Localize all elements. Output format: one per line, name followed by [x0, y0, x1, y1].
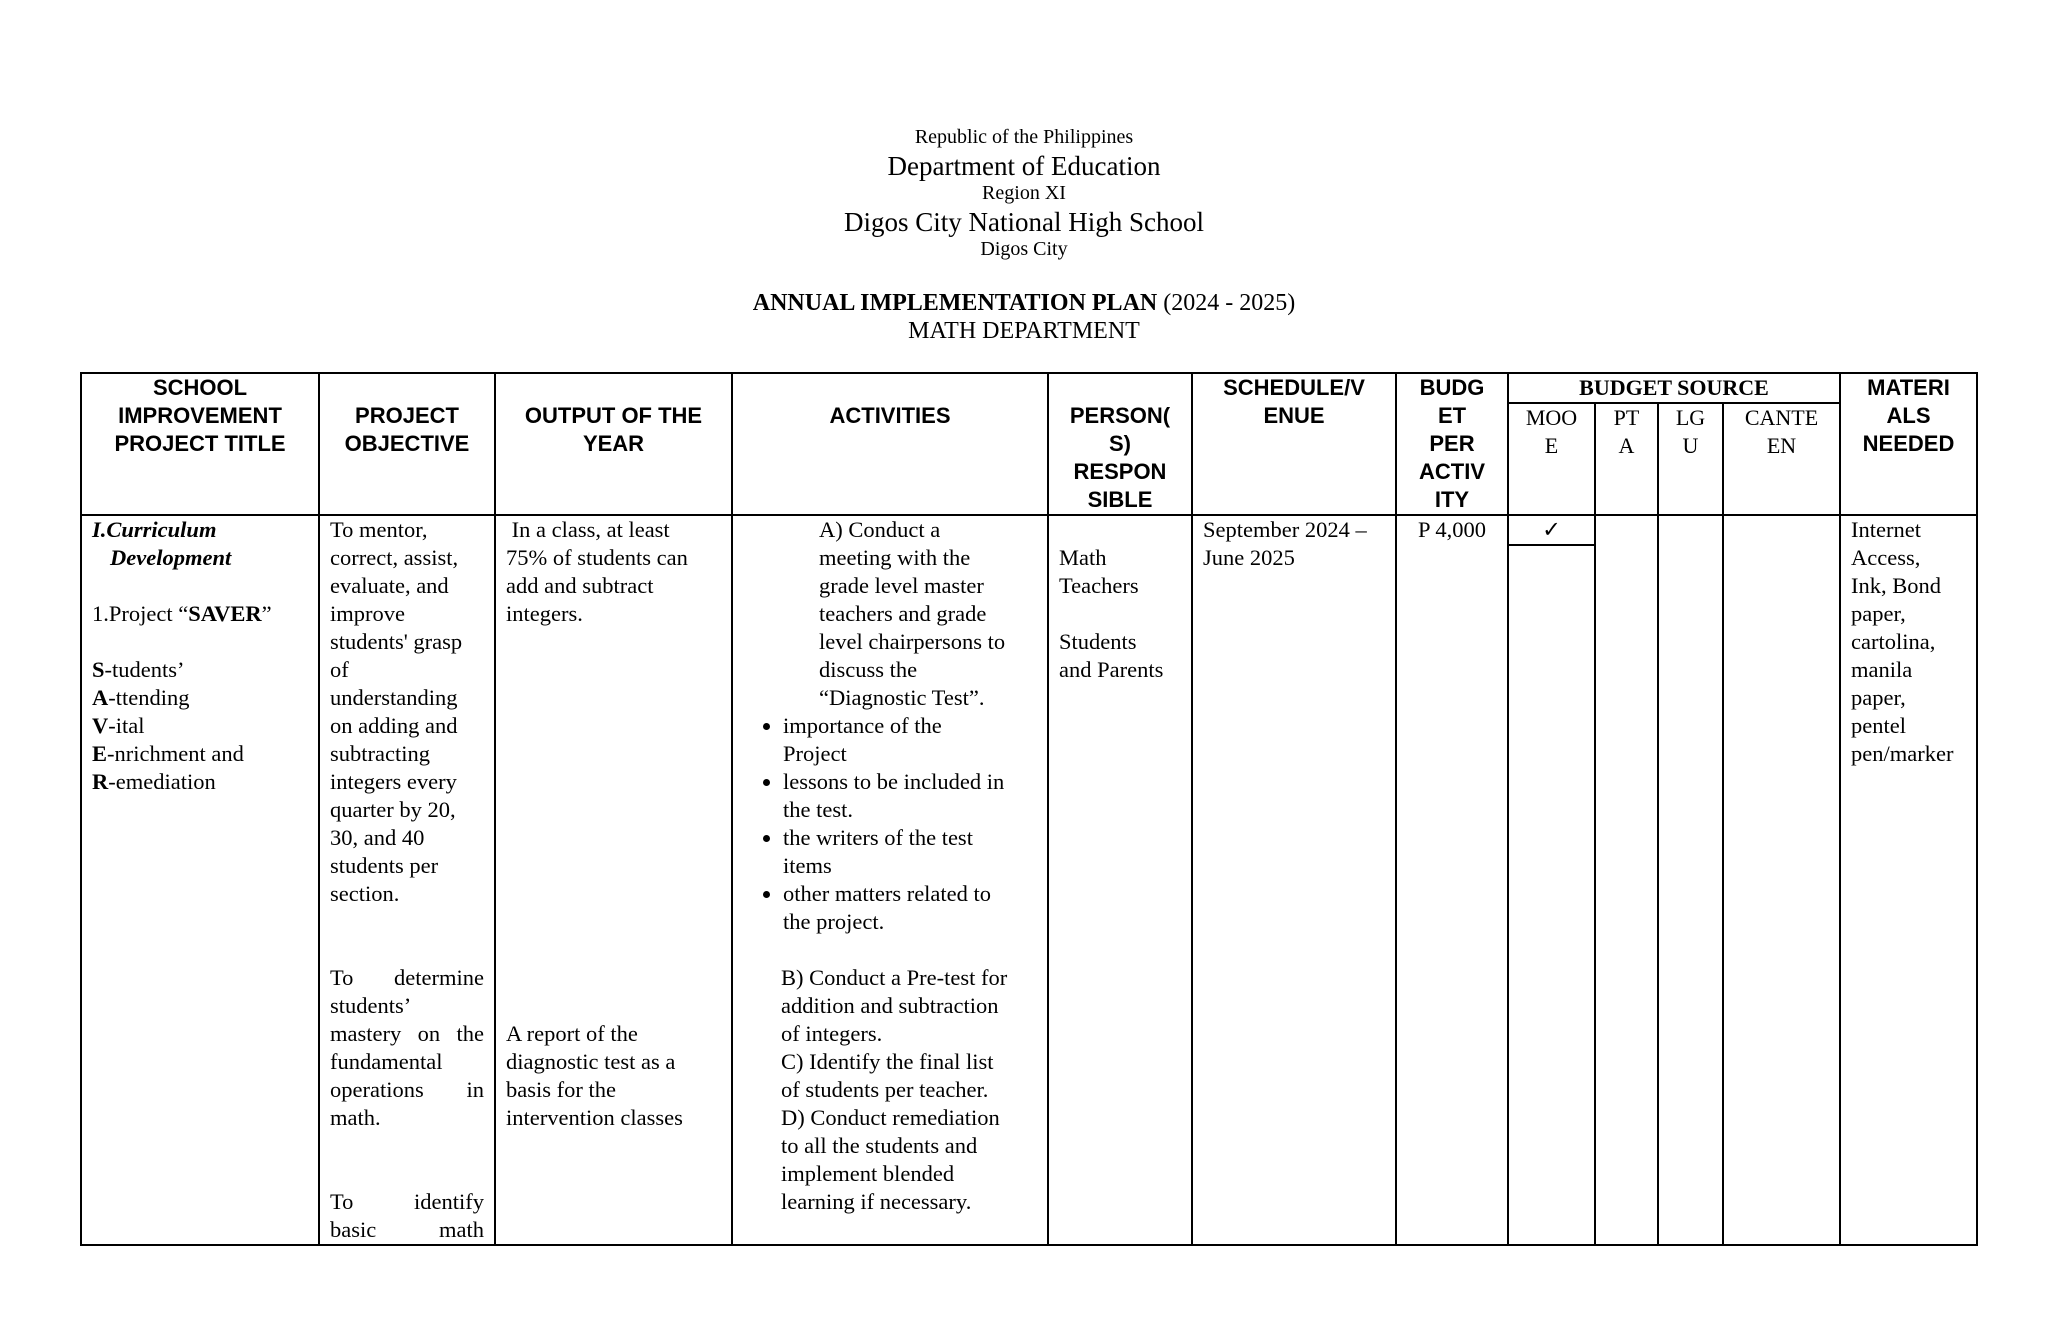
- list-item: • importance of the Project: [783, 712, 1041, 768]
- activity-b-d: B) Conduct a Pre-test for addition and subtraction of integers. C) Identify the final list of students per teacher. D) Conduct remediation to all the students and implement blended learning if necessary.: [781, 965, 1008, 1214]
- budget-cell: P 4,000: [1396, 515, 1508, 1245]
- check-icon: ✓: [1509, 516, 1594, 546]
- plan-title-bold: ANNUAL IMPLEMENTATION PLAN: [752, 290, 1158, 316]
- canteen-cell: [1723, 515, 1840, 1245]
- project-title-cell: [81, 515, 319, 1245]
- acronym-line: A-ttending: [92, 685, 190, 710]
- acronym-line: R-emediation: [92, 769, 216, 794]
- list-item: • other matters related to the project.: [783, 880, 1041, 936]
- header-republic: Republic of the Philippines: [914, 126, 1134, 148]
- list-item: • lessons to be included in the test.: [783, 768, 1041, 824]
- activities-cell: [732, 515, 1048, 1245]
- mooe-cell: [1508, 515, 1595, 1245]
- materials-cell: Internet Access, Ink, Bond paper, cartolina, manila paper, pentel pen/marker: [1840, 515, 1977, 1245]
- section-title: I.Curriculum: [92, 517, 217, 542]
- header-region: Region XI: [982, 182, 1066, 204]
- objective-cell: [319, 515, 495, 1245]
- header-budget-per-activity: BUDG ET PER ACTIV ITY: [1396, 373, 1508, 515]
- activity-a-bullets: [739, 712, 1041, 936]
- plan-years: (2024 - 2025): [1157, 290, 1296, 316]
- header-canteen: CANTE EN: [1723, 403, 1840, 515]
- acronym-line: E-nrichment and: [92, 741, 244, 766]
- acronym-line: S-tudents’: [92, 657, 185, 682]
- header-project-objective: PROJECT OBJECTIVE: [319, 373, 495, 515]
- header-department: Department of Education: [887, 151, 1161, 181]
- plan-title: [0, 290, 2048, 318]
- department-name: MATH DEPARTMENT: [908, 318, 1140, 344]
- objective-3: To identify basic math: [330, 1189, 484, 1242]
- table-row: [81, 515, 1977, 1245]
- schedule-cell: September 2024 – June 2025: [1192, 515, 1396, 1245]
- project-name: 1.Project “SAVER”: [92, 601, 272, 626]
- header-output: OUTPUT OF THE YEAR: [495, 373, 732, 515]
- output-cell: [495, 515, 732, 1245]
- header-school: Digos City National High School: [844, 207, 1204, 237]
- header-project-title: SCHOOL IMPROVEMENT PROJECT TITLE: [81, 373, 319, 515]
- output-1: In a class, at least 75% of students can add and subtract integers.: [506, 517, 688, 626]
- section-title-line2: Development: [110, 545, 232, 570]
- header-pta: PT A: [1595, 403, 1658, 515]
- output-2: A report of the diagnostic test as a basis for the intervention classes: [506, 1021, 683, 1130]
- header-schedule-venue: SCHEDULE/V ENUE: [1192, 373, 1396, 515]
- list-item: • the writers of the test items: [783, 824, 1041, 880]
- implementation-plan-table: [80, 372, 1978, 1246]
- persons-cell: Math Teachers Students and Parents: [1048, 515, 1192, 1245]
- header-lgu: LG U: [1658, 403, 1723, 515]
- header-mooe: MOO E: [1508, 403, 1595, 515]
- header-city: Digos City: [980, 238, 1068, 260]
- lgu-cell: [1658, 515, 1723, 1245]
- header-materials-needed: MATERI ALS NEEDED: [1840, 373, 1977, 515]
- objective-2: To determine students’ mastery on the fundamental operations in math.: [330, 965, 484, 1130]
- header-persons-responsible: PERSON( S) RESPON SIBLE: [1048, 373, 1192, 515]
- pta-cell: [1595, 515, 1658, 1245]
- acronym-line: V-ital: [92, 713, 145, 738]
- header-activities: ACTIVITIES: [732, 373, 1048, 515]
- activity-a: A) Conduct a meeting with the grade level master teachers and grade level chairpersons to discuss the “Diagnostic Test”.: [819, 517, 1006, 710]
- objective-1: To mentor, correct, assist, evaluate, and improve students' grasp of understanding on adding and subtracting integers every quarter by 20, 30, and 40 students per section.: [330, 517, 463, 906]
- header-budget-source: BUDGET SOURCE: [1508, 373, 1840, 403]
